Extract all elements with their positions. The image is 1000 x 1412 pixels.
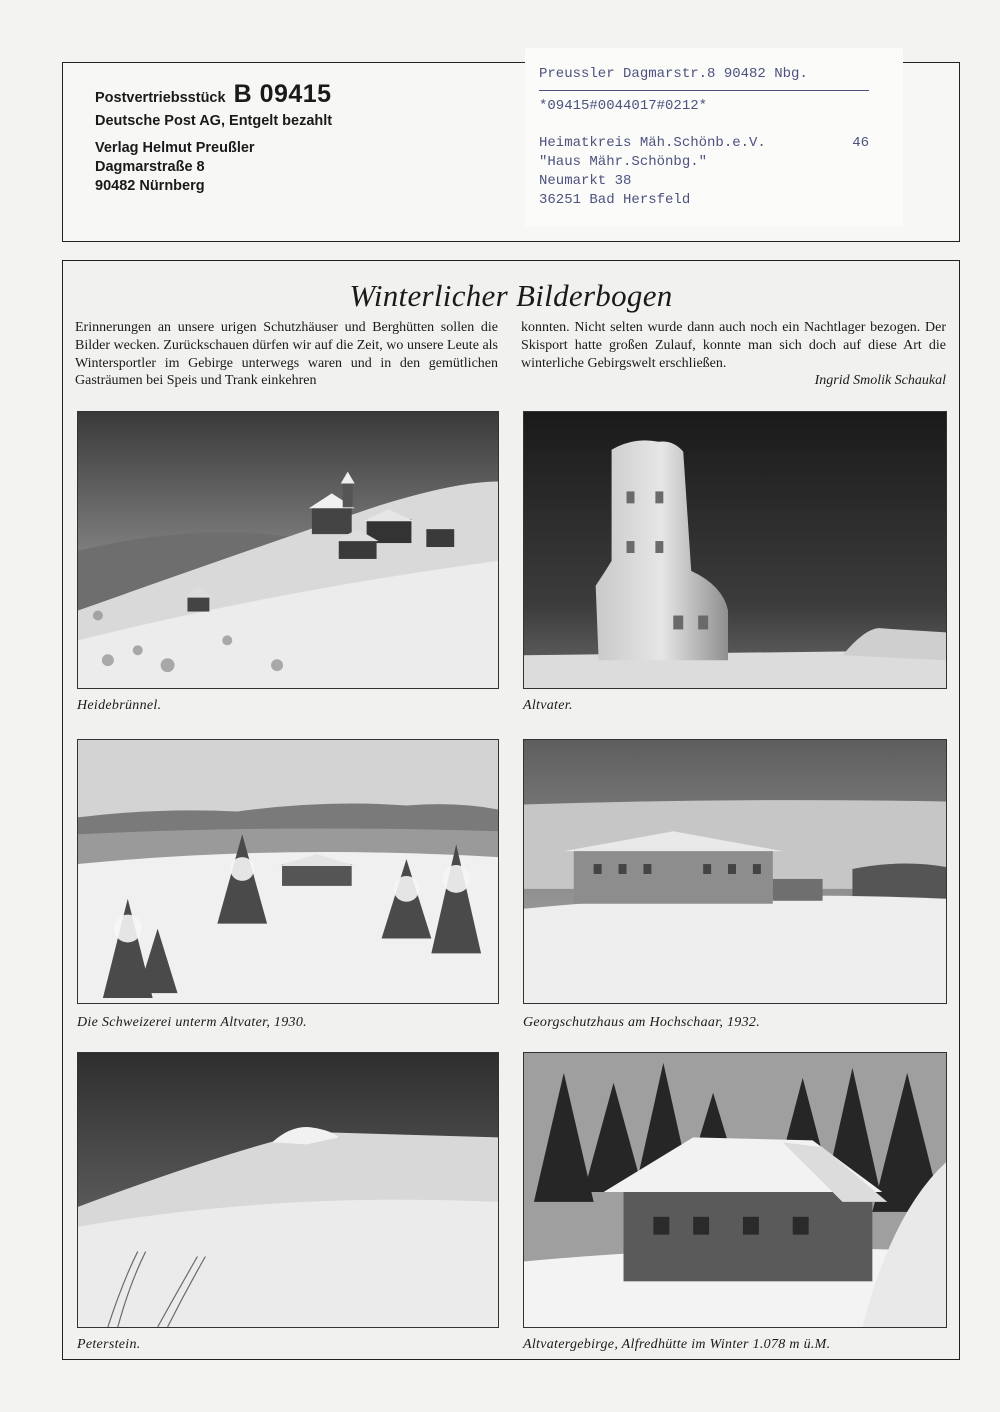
photo-peterstein bbox=[77, 1052, 499, 1328]
postage-note: Deutsche Post AG, Entgelt bezahlt bbox=[95, 113, 333, 129]
photo-alfredhuette bbox=[523, 1052, 947, 1328]
article-box bbox=[62, 260, 960, 1360]
recipient-name: Heimatkreis Mäh.Schönb.e.V. bbox=[539, 135, 766, 151]
author-signature: Ingrid Smolik Schaukal bbox=[814, 373, 946, 389]
address-label bbox=[525, 48, 903, 226]
article-title: Winterlicher Bilderbogen bbox=[349, 278, 673, 313]
intro-left-column: Erinnerungen an unsere urigen Schutzhäuser und Berghütten sollen die Bilder wecken. Zurückschauen dürfen wir auf die Zeit, wo unsere Leute als Wintersportler im Gebirge unterwegs waren und in den gemütlichen Gasträumen bei Speis und Trank einkehren bbox=[75, 320, 498, 389]
publisher-street: Dagmarstraße 8 bbox=[95, 159, 205, 175]
recipient-number: 46 bbox=[852, 135, 869, 151]
photo-schweizerei bbox=[77, 739, 499, 1004]
caption-altvater: Altvater. bbox=[523, 698, 573, 713]
photo-heidebruennel bbox=[77, 411, 499, 689]
publisher-name: Verlag Helmut Preußler bbox=[95, 140, 255, 156]
postvertrieb-code: B 09415 bbox=[233, 80, 332, 108]
sender-block bbox=[95, 80, 333, 196]
label-barcode-line: *09415#0044017#0212* bbox=[539, 98, 708, 114]
label-divider bbox=[539, 90, 869, 91]
photo-georgschutzhaus bbox=[523, 739, 947, 1004]
photo-altvater bbox=[523, 411, 947, 689]
intro-right-column bbox=[521, 319, 946, 390]
recipient-line-2: Neumarkt 38 bbox=[539, 173, 632, 189]
caption-heidebruennel: Heidebrünnel. bbox=[77, 698, 162, 713]
caption-peterstein: Peterstein. bbox=[77, 1337, 141, 1352]
label-sender-line: Preussler Dagmarstr.8 90482 Nbg. bbox=[539, 66, 808, 82]
caption-schweizerei: Die Schweizerei unterm Altvater, 1930. bbox=[77, 1015, 307, 1030]
postvertrieb-label: Postvertriebsstück bbox=[95, 90, 226, 106]
publisher-city: 90482 Nürnberg bbox=[95, 178, 205, 194]
caption-georgschutzhaus: Georgschutzhaus am Hochschaar, 1932. bbox=[523, 1015, 760, 1030]
mailing-header bbox=[62, 62, 960, 242]
recipient-line-1: "Haus Mähr.Schönbg." bbox=[539, 154, 708, 170]
recipient-line-3: 36251 Bad Hersfeld bbox=[539, 192, 691, 208]
caption-alfredhuette: Altvatergebirge, Alfredhütte im Winter 1.078 m ü.M. bbox=[523, 1337, 831, 1352]
intro-right-text: konnten. Nicht selten wurde dann auch noch ein Nachtlager bezogen. Der Skisport hatte großen Zulauf, konnte man sich doch auf diese Art die winterliche Gebirgswelt erschließen. bbox=[521, 320, 946, 371]
